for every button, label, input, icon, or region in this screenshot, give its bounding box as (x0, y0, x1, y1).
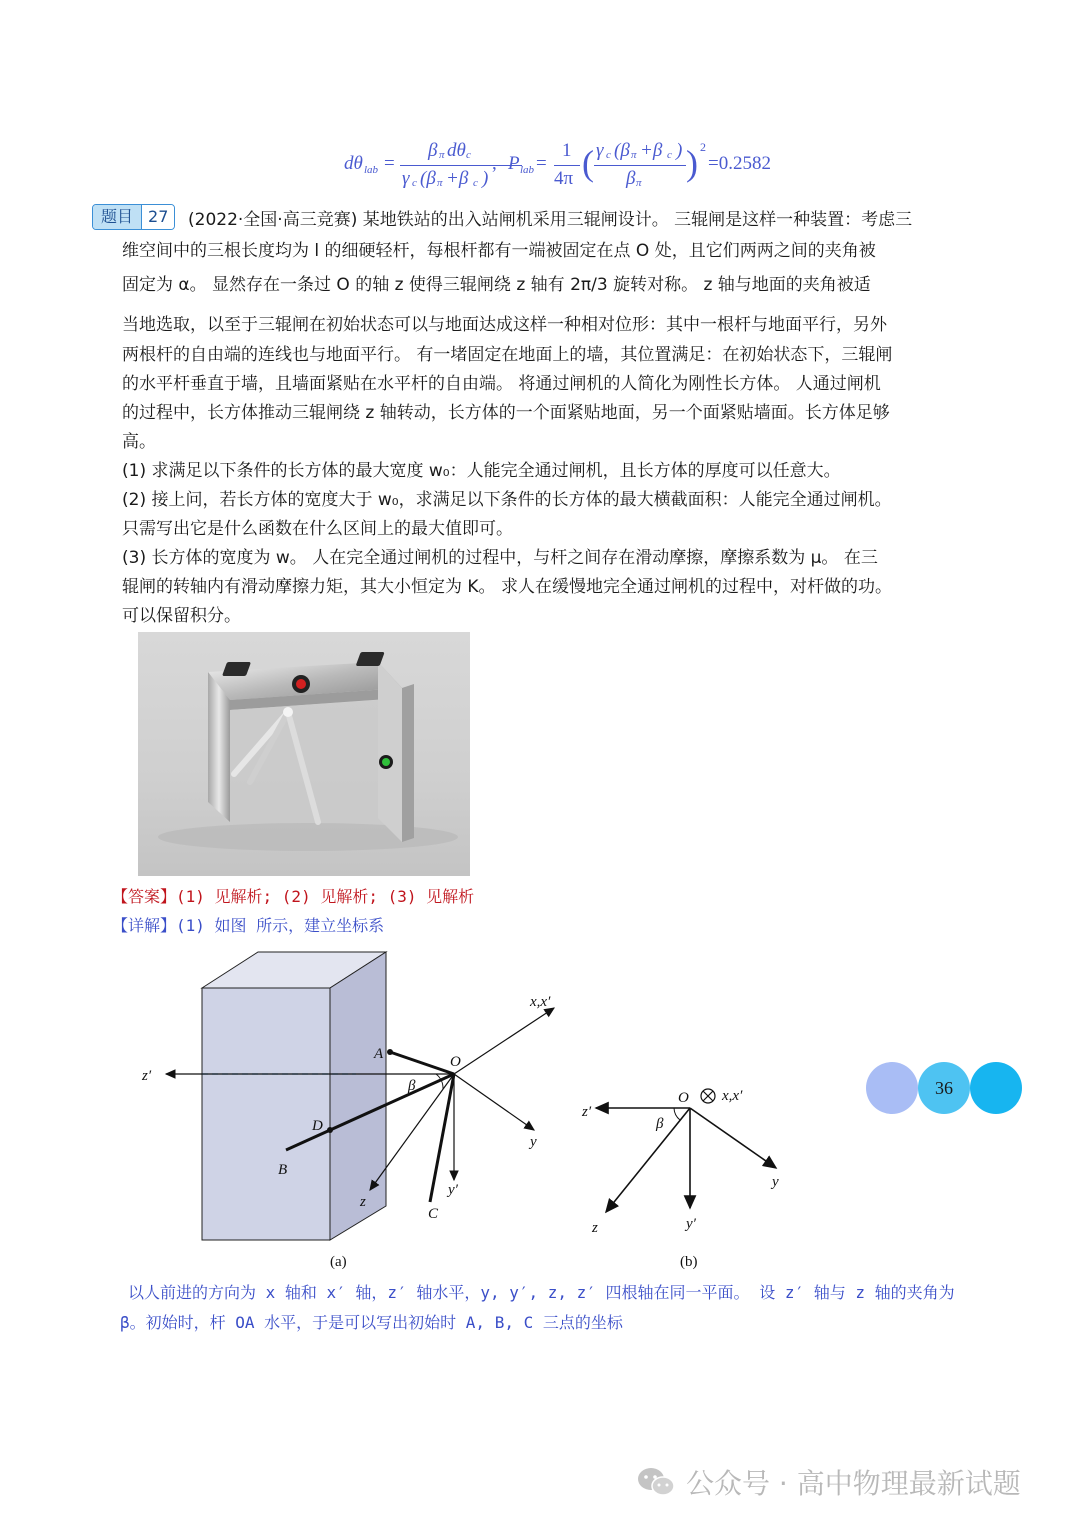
formula-lhs1-sub: lab (364, 164, 379, 176)
label-C: C (428, 1206, 439, 1222)
formula-frac2-num: 1 (562, 140, 572, 161)
question-line: 的过程中，长方体推动三辊闸绕 z 轴转动，长方体的一个面紧贴地面，另一个面紧贴墙面。长方体足够 (122, 403, 890, 423)
formula-den1-sub2: π (437, 177, 443, 189)
diagram-b (581, 1088, 779, 1270)
formula-lhs2-sub: lab (520, 164, 535, 176)
label-z-a: z (360, 1194, 366, 1210)
label-xx-b: x,x′ (722, 1088, 743, 1104)
question-line: 辊闸的转轴内有滑动摩擦力矩，其大小恒定为 K。 求人在缓慢地完全通过闸机的过程中，对杆做的功。 (122, 577, 892, 597)
formula-frac2-den: 4π (554, 168, 574, 189)
formula-den1-rest: (β (420, 168, 436, 189)
question-line: 高。 (122, 432, 156, 452)
coordinate-diagram (130, 940, 830, 1270)
page-number: 36 (935, 1078, 953, 1098)
formula-num3: γ (596, 140, 604, 161)
question-line: 可以保留积分。 (122, 606, 241, 626)
question-line: 固定为 α。 显然存在一条过 O 的轴 z 使得三辊闸绕 z 轴有 2π/3 旋转对称。 z 轴与地面的夹角被适 (122, 275, 871, 295)
watermark (636, 1462, 1021, 1502)
question-line: (3) 长方体的宽度为 w。 人在完全通过闸机的过程中，与杆之间存在滑动摩擦，摩擦系数为 μ。 在三 (122, 548, 878, 568)
question-line: (1) 求满足以下条件的长方体的最大宽度 w₀：人能完全通过闸机，且长方体的厚度可以任意大。 (122, 461, 841, 481)
formula-paren-close: ) (686, 143, 698, 183)
formula-den3-sub: π (636, 177, 642, 189)
formula-num1-sub: π (439, 149, 445, 161)
formula-num3-sub: c (606, 149, 611, 161)
decor-circle (866, 1062, 918, 1114)
label-xx-a: x,x′ (530, 994, 551, 1010)
answer-text: 【答案】(1) 见解析; (2) 见解析; (3) 见解析 (112, 887, 475, 906)
question-line: 当地选取，以至于三辊闸在初始状态可以与地面达成这样一种相对位形：其中一根杆与地面平行，另外 (122, 315, 887, 335)
fraction-bar (594, 165, 686, 166)
question-line: 的水平杆垂直于墙，且墙面紧贴在水平杆的自由端。 将通过闸机的人简化为刚性长方体。 人通过闸机 (122, 374, 881, 394)
label-beta-b: β (656, 1116, 664, 1132)
label-beta-a: β (408, 1078, 416, 1094)
label-O-a: O (450, 1054, 461, 1070)
explanation-line: β。初始时，杆 OA 水平，于是可以写出初始时 A, B, C 三点的坐标 (120, 1313, 623, 1332)
formula-den1-rest3: ) (482, 168, 489, 189)
question-line: (2022·全国·高三竞赛) 某地铁站的出入站闸机采用三辊闸设计。 三辊闸是这样一种装置：考虑三 (188, 210, 913, 230)
decor-circle (970, 1062, 1022, 1114)
formula-den1-sub: c (412, 177, 417, 189)
formula-den1-sub3: c (473, 177, 478, 189)
formula-eq2: = (536, 153, 547, 174)
label-yp-a: y′ (448, 1182, 458, 1198)
label-z-b: z (592, 1220, 598, 1236)
question-badge-label: 题目 (93, 205, 141, 229)
formula-num3-sub2: π (631, 149, 637, 161)
diagram-a (141, 952, 554, 1270)
label-D: D (312, 1118, 323, 1134)
label-y-b: y (772, 1174, 779, 1190)
label-zp-b: z′ (582, 1104, 592, 1120)
label-B: B (278, 1162, 288, 1178)
question-line: 维空间中的三根长度均为 l 的细硬轻杆，每根杆都有一端被固定在点 O 处，且它们两两之间的夹角被 (122, 241, 876, 261)
formula-power: 2 (700, 140, 706, 154)
formula-paren-open: ( (582, 143, 594, 183)
formula-lhs2: P (508, 153, 520, 174)
detail-text: 【详解】(1) 如图 所示，建立坐标系 (112, 916, 385, 935)
label-y-a: y (530, 1134, 537, 1150)
formula-comma: , (492, 153, 497, 174)
formula-den3: β (626, 168, 636, 189)
caption-a: (a) (330, 1254, 347, 1270)
formula-num1-rest-sub: c (466, 149, 471, 161)
label-A: A (374, 1046, 384, 1062)
formula-num3-rest: (β (614, 140, 630, 161)
formula-line (340, 140, 780, 192)
question-line: 两根杆的自由端的连线也与地面平行。 有一堵固定在地面上的墙，其位置满足：在初始状态下，三辊闸 (122, 345, 893, 365)
formula-num1-rest: dθ (447, 140, 466, 161)
label-zp-a: z′ (142, 1068, 152, 1084)
question-badge (92, 204, 175, 230)
formula-num3-rest2: +β (640, 140, 663, 161)
turnstile-photo (138, 632, 470, 876)
fraction-bar (554, 165, 580, 166)
turnstile-illustration (138, 632, 470, 876)
formula-den1-rest2: +β (446, 168, 469, 189)
formula-eq1: = (384, 153, 395, 174)
question-badge-number: 27 (141, 205, 174, 229)
question-line: (2) 接上问，若长方体的宽度大于 w₀，求满足以下条件的长方体的最大横截面积：人能完全通过闸机。 (122, 490, 892, 510)
label-yp-b: y′ (686, 1216, 696, 1232)
wechat-icon (636, 1466, 676, 1498)
formula-num3-sub3: c (667, 149, 672, 161)
caption-b: (b) (680, 1254, 698, 1270)
question-line: 只需写出它是什么函数在什么区间上的最大值即可。 (122, 519, 513, 539)
explanation-line: 以人前进的方向为 x 轴和 x′ 轴，z′ 轴水平，y, y′, z, z′ 四根轴在同一平面。 设 z′ 轴与 z 轴的夹角为 (128, 1283, 955, 1302)
formula-num3-rest3: ) (676, 140, 683, 161)
label-O-b: O (678, 1090, 689, 1106)
fraction-bar (400, 165, 522, 166)
page-number-badge (866, 1062, 1026, 1114)
formula-num1: β (428, 140, 438, 161)
formula-result: =0.2582 (708, 153, 771, 174)
watermark-text: 公众号 · 高中物理最新试题 (686, 1467, 1021, 1500)
formula-lhs1: dθ (344, 153, 363, 174)
formula-den1: γ (402, 168, 410, 189)
